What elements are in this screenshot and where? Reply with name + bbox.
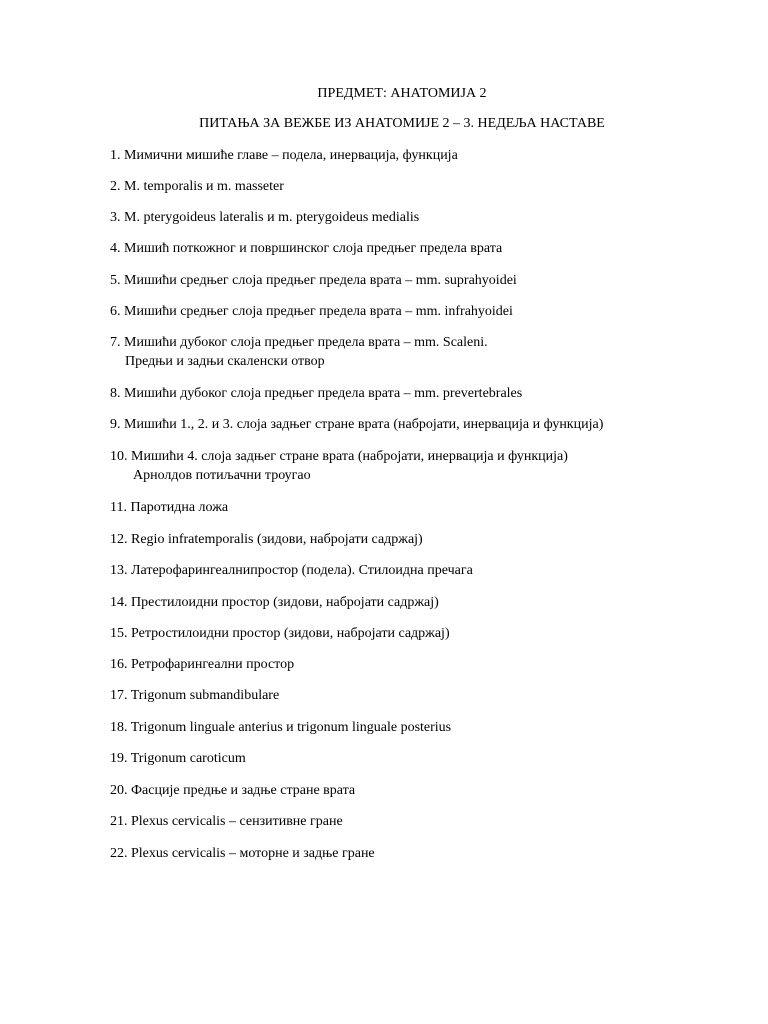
question-item xyxy=(110,718,451,737)
question-item xyxy=(110,302,513,321)
question-item xyxy=(110,415,603,434)
question-item xyxy=(110,384,522,403)
document-title: ПИТАЊА ЗА ВЕЖБЕ ИЗ АНАТОМИЈЕ 2 – 3. НЕДЕЉА НАСТАВЕ xyxy=(199,116,605,131)
question-text: 21. Plexus cervicalis – сензитивне гране xyxy=(110,814,343,829)
question-text: 5. Мишићи средњег слоја предњег предела врата – mm. suprahyoidei xyxy=(110,273,517,288)
question-text: 1. Мимични мишиће главе – подела, инервација, функција xyxy=(110,148,458,163)
question-text: 15. Ретростилоидни простор (зидови, набројати садржај) xyxy=(110,626,450,641)
question-item xyxy=(110,812,343,831)
question-item xyxy=(110,333,488,371)
question-item xyxy=(110,530,423,549)
question-text: 7. Мишићи дубоког слоја предњег предела врата – mm. Scaleni. xyxy=(110,335,488,350)
question-item xyxy=(110,686,279,705)
question-text: 10. Мишићи 4. слоја задњег стране врата (набројати, инервација и функција) xyxy=(110,449,568,464)
question-item xyxy=(110,749,246,768)
question-text: 16. Ретрофарингеални простор xyxy=(110,657,295,672)
question-text: 8. Мишићи дубоког слоја предњег предела врата – mm. prevertebrales xyxy=(110,386,523,401)
question-text: 17. Trigonum submandibulare xyxy=(110,688,280,703)
question-item xyxy=(110,146,458,165)
question-item xyxy=(110,239,502,258)
question-item xyxy=(110,561,473,580)
question-item xyxy=(110,624,450,643)
question-item xyxy=(110,271,517,290)
question-item xyxy=(110,844,375,863)
question-item xyxy=(110,498,228,517)
question-text: 9. Мишићи 1., 2. и 3. слоја задњег стране врата (набројати, инервација и функција) xyxy=(110,417,604,432)
question-item xyxy=(110,177,284,196)
question-text: 2. M. temporalis и m. masseter xyxy=(110,179,284,194)
question-continuation: Арнолдов потиљачни троугао xyxy=(133,468,311,483)
subject-heading: ПРЕДМЕТ: АНАТОМИЈА 2 xyxy=(317,86,487,101)
question-text: 4. Мишић поткожног и површинског слоја предњег предела врата xyxy=(110,241,503,256)
question-text: 13. Латерофарингеалнипростор (подела). Стилоидна пречага xyxy=(110,563,473,578)
question-item xyxy=(110,208,419,227)
question-text: 20. Фасције предње и задње стране врата xyxy=(110,783,356,798)
question-item xyxy=(110,655,294,674)
question-continuation: Предњи и задњи скаленски отвор xyxy=(125,354,325,369)
question-text: 11. Паротидна ложа xyxy=(110,500,229,515)
question-item xyxy=(110,781,355,800)
question-text: 18. Trigonum linguale anterius и trigonum linguale posterius xyxy=(110,720,452,735)
question-item xyxy=(110,593,439,612)
question-text: 14. Престилоидни простор (зидови, набројати садржај) xyxy=(110,595,439,610)
question-text: 3. M. pterygoideus lateralis и m. pterygoideus medialis xyxy=(110,210,420,225)
question-text: 19. Trigonum caroticum xyxy=(110,751,246,766)
question-text: 22. Plexus cervicalis – моторне и задње гране xyxy=(110,846,375,861)
question-item xyxy=(110,447,568,485)
question-text: 12. Regio infratemporalis (зидови, набројати садржај) xyxy=(110,532,423,547)
question-text: 6. Мишићи средњег слоја предњег предела врата – mm. infrahyoidei xyxy=(110,304,513,319)
